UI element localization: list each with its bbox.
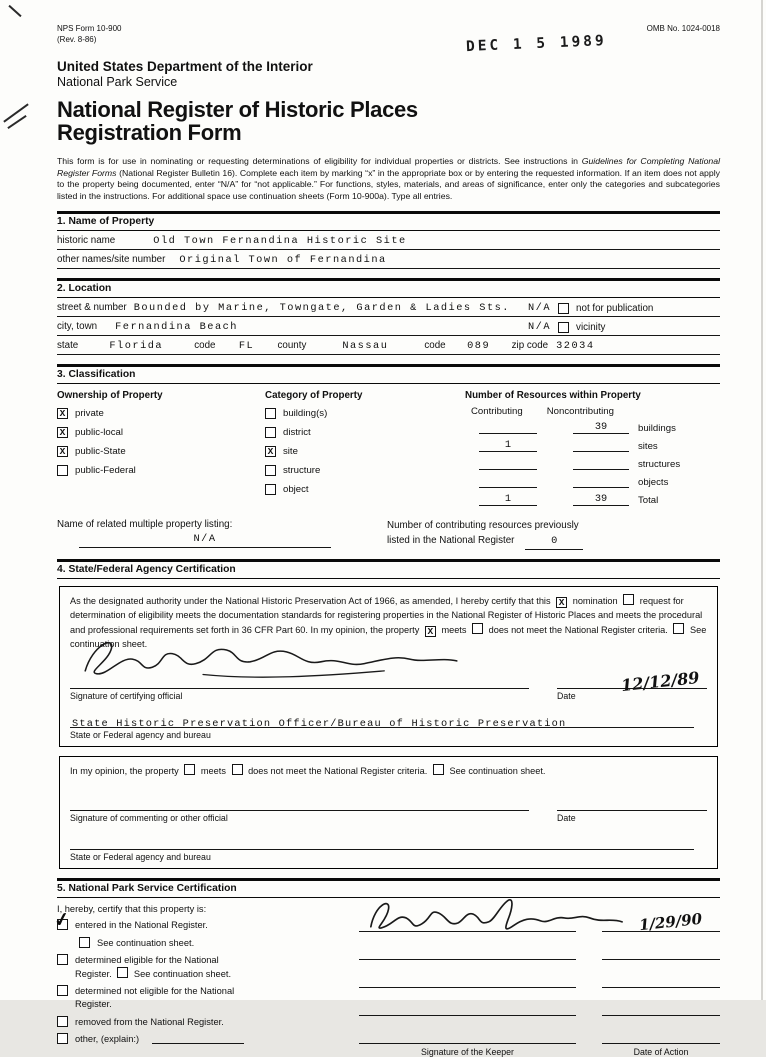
noncontributing-header: Noncontributing xyxy=(546,406,614,418)
object-label: object xyxy=(283,483,309,495)
determined-eligible-row xyxy=(57,954,343,980)
section-5-nps-certification xyxy=(52,878,720,1057)
blank-signature-row xyxy=(359,1016,720,1044)
blank-line xyxy=(359,959,576,960)
not-for-publication-checkbox xyxy=(558,303,569,314)
previously-listed-value: 0 xyxy=(551,534,558,547)
signature-of-keeper-label: Signature of the Keeper xyxy=(421,1047,514,1057)
section-1-name-of-property xyxy=(57,211,720,269)
buildings-contributing-value xyxy=(479,421,537,434)
total-row-label: Total xyxy=(638,495,659,507)
scan-edge-shadow xyxy=(761,0,763,1000)
eligible-continuation-checkbox xyxy=(117,967,128,978)
entered-continuation-row xyxy=(79,937,343,950)
objects-contributing-value xyxy=(479,475,537,488)
signature-line-row xyxy=(70,668,707,696)
comment-agency-bureau-label: State or Federal agency and bureau xyxy=(70,852,211,863)
state-label: state xyxy=(57,340,79,352)
blank-line xyxy=(359,987,576,988)
city-town-label: city, town xyxy=(57,321,98,333)
omb-number: OMB No. 1024-0018 xyxy=(646,24,720,33)
certification-statement xyxy=(70,594,707,651)
district-checkbox xyxy=(265,427,276,438)
determined-eligible-label: determined eligible for the National Register. xyxy=(75,955,219,979)
state-code-value: FL xyxy=(238,340,255,353)
category-district-row xyxy=(265,425,465,439)
nomination-checkbox: X xyxy=(556,597,567,608)
comment-meets-checkbox xyxy=(184,764,195,775)
county-code-label: code xyxy=(424,340,446,352)
handwritten-date: 12/12/89 xyxy=(619,668,700,696)
structure-label: structure xyxy=(283,464,321,476)
comment-signature-label-row xyxy=(70,813,707,823)
agency-bureau-label: State or Federal agency and bureau xyxy=(70,730,211,741)
contributing-header: Contributing xyxy=(471,406,523,418)
other-checkbox xyxy=(57,1033,68,1044)
resources-buildings-row xyxy=(465,421,720,434)
comment-agency-line xyxy=(70,835,694,850)
city-town-value: Fernandina Beach xyxy=(115,321,238,334)
meets-label: meets xyxy=(441,624,467,635)
nps-certification-body xyxy=(52,904,720,1057)
structures-row-label: structures xyxy=(638,459,681,471)
resources-header xyxy=(465,406,720,417)
section-2-location xyxy=(57,278,720,355)
keeper-signature xyxy=(363,893,628,937)
street-number-label: street & number xyxy=(57,302,127,314)
form-header-row xyxy=(57,24,720,46)
related-listing-row xyxy=(57,519,720,550)
other-names-value: Original Town of Fernandina xyxy=(179,254,387,267)
comment-date-label: Date xyxy=(557,813,576,824)
objects-row-label: objects xyxy=(638,477,669,489)
comment-continuation-label: See continuation sheet. xyxy=(449,766,546,777)
previously-listed-line-2 xyxy=(387,534,720,550)
ownership-private-row xyxy=(57,406,265,420)
public-state-checkbox: X xyxy=(57,446,68,457)
category-title: Category of Property xyxy=(265,390,363,402)
object-checkbox xyxy=(265,484,276,495)
resources-sites-row xyxy=(465,439,720,452)
previously-listed-line xyxy=(525,534,583,550)
classification-columns xyxy=(57,390,720,511)
removed-checkbox xyxy=(57,1016,68,1027)
structures-contributing-value xyxy=(479,457,537,470)
buildings-noncontributing-value: 39 xyxy=(573,421,629,434)
form-number-block xyxy=(57,24,121,46)
scan-artifact xyxy=(8,5,21,17)
section-3-classification xyxy=(57,364,720,550)
ownership-title: Ownership of Property xyxy=(57,390,163,402)
street-na-value: N/A xyxy=(528,302,552,315)
keeper-signature-line xyxy=(359,931,576,932)
county-code-value: 089 xyxy=(467,340,491,353)
ownership-column xyxy=(57,390,265,511)
form-title-line1: National Register of Historic Places xyxy=(57,96,418,122)
section-4-heading: 4. State/Federal Agency Certification xyxy=(57,559,720,579)
comment-continuation-checkbox xyxy=(433,764,444,775)
keeper-signature-area xyxy=(343,904,720,1057)
section-1-heading: 1. Name of Property xyxy=(57,211,720,231)
private-label: private xyxy=(75,407,104,419)
comment-text-2: does not meet the National Register criteria. xyxy=(248,766,428,777)
other-names-row xyxy=(57,250,720,269)
determined-not-eligible-label: determined not eligible for the National Register. xyxy=(75,986,235,1009)
blank-date-line xyxy=(602,1015,720,1016)
public-local-checkbox: X xyxy=(57,427,68,438)
comment-signature-line xyxy=(70,797,529,811)
category-object-row xyxy=(265,482,465,496)
ownership-public-state-row xyxy=(57,444,265,458)
private-checkbox: X xyxy=(57,408,68,419)
determined-eligible-checkbox xyxy=(57,954,68,965)
date-label: Date xyxy=(557,691,576,702)
sites-contributing-value: 1 xyxy=(479,439,537,452)
state-county-zip-row xyxy=(57,336,720,355)
continuation-sheet-label: See continuation sheet. xyxy=(70,624,707,649)
keeper-signature-row xyxy=(359,904,720,935)
signature-label-row xyxy=(70,691,707,701)
county-value: Nassau xyxy=(342,340,389,353)
keeper-labels-row xyxy=(359,1047,720,1057)
comment-does-not-meet-checkbox xyxy=(232,764,243,775)
form-revision: (Rev. 8-86) xyxy=(57,34,97,44)
blank-signature-row xyxy=(359,932,720,960)
historic-name-value: Old Town Fernandina Historic Site xyxy=(153,235,407,248)
zip-code-label: zip code xyxy=(511,340,549,352)
eligible-continuation-label: See continuation sheet. xyxy=(133,968,232,979)
vicinity-checkbox xyxy=(558,322,569,333)
cert-text-1: As the designated authority under the National Historic Preservation Act of 1966, as amended, I hereby certify that this xyxy=(70,596,551,607)
cert-text-3: does not meet the National Register criteria. xyxy=(488,624,668,635)
previously-listed-label-1: Number of contributing resources previously xyxy=(387,520,579,532)
previously-listed-block xyxy=(387,519,720,550)
zip-code-value: 32034 xyxy=(556,340,595,353)
sites-noncontributing-value xyxy=(573,439,629,452)
certifying-official-title-value: State Historic Preservation Officer/Bureau of Historic Preservation xyxy=(72,718,567,731)
determined-not-eligible-checkbox xyxy=(57,985,68,996)
handwritten-checkmark: ✓ xyxy=(52,909,72,933)
certifying-official-title-line xyxy=(70,713,694,731)
not-for-publication-label: not for publication xyxy=(576,302,654,314)
signature-of-commenting-official-label: Signature of commenting or other official xyxy=(70,813,228,824)
blank-signature-row xyxy=(359,960,720,988)
total-contributing-value: 1 xyxy=(479,493,537,506)
section-3-heading: 3. Classification xyxy=(57,364,720,384)
date-line xyxy=(557,668,707,696)
comment-text-1: In my opinion, the property xyxy=(70,766,179,777)
comment-signature-line-row xyxy=(70,797,707,811)
related-listing-line xyxy=(79,533,331,548)
instructions-text-2: (National Register Bulletin 16). Complete each item by marking “x” in the appropriate box or by entering the requested information. If an item does not apply to the property being documented, enter “N/A” for “not applicable.” For functions, styles, materials, and areas of significance, enter only the categories and subcategories listed in the instructions. For additional space use continuation sheets (Form 10-900a). Type all entries. xyxy=(57,167,720,201)
city-town-row xyxy=(57,317,720,336)
entered-continuation-checkbox xyxy=(79,937,90,948)
structure-checkbox xyxy=(265,465,276,476)
public-federal-checkbox xyxy=(57,465,68,476)
street-number-value: Bounded by Marine, Towngate, Garden & Ladies Sts. xyxy=(133,302,510,315)
signature-line xyxy=(70,675,529,689)
category-site-row xyxy=(265,444,465,458)
request-checkbox xyxy=(623,594,634,605)
form-instructions xyxy=(57,156,720,202)
buildings-checkbox xyxy=(265,408,276,419)
other-label: other, (explain:) xyxy=(75,1034,140,1045)
form-number: NPS Form 10-900 xyxy=(57,24,122,33)
county-label: county xyxy=(277,340,307,352)
resources-title: Number of Resources within Property xyxy=(465,390,641,402)
category-structure-row xyxy=(265,463,465,477)
resources-total-row xyxy=(465,493,720,506)
historic-name-label: historic name xyxy=(57,235,116,247)
commenting-statement xyxy=(70,764,707,779)
section-4-certification xyxy=(57,559,720,869)
comment-meets-label: meets xyxy=(200,766,226,777)
resources-structures-row xyxy=(465,457,720,470)
street-number-row xyxy=(57,298,720,317)
related-listing-block xyxy=(57,519,387,550)
nps-certify-intro: I, hereby, certify that this property is: xyxy=(57,904,207,915)
sites-row-label: sites xyxy=(638,441,658,453)
removed-from-register-row xyxy=(57,1016,343,1029)
not-for-publication-group xyxy=(528,302,720,314)
blank-signature-row xyxy=(359,988,720,1016)
blank-date-line xyxy=(602,959,720,960)
cert-text-2: request for determination of eligibility meets the documentation standards for registering properties in the National Register of Historic Places and meets the procedural and professional requirements set forth in 36 CFR Part 60. In my opinion, the property xyxy=(70,596,703,635)
vicinity-group xyxy=(528,321,720,333)
certifying-official-box xyxy=(59,586,718,747)
public-local-label: public-local xyxy=(75,426,123,438)
keeper-handwritten-date: 1/29/90 xyxy=(638,910,703,935)
state-value: Florida xyxy=(109,340,164,353)
blank-line xyxy=(359,1015,576,1016)
related-listing-label: Name of related multiple property listing: xyxy=(57,519,233,531)
total-noncontributing-value: 39 xyxy=(573,493,629,506)
instructions-text-1: This form is for use in nominating or requesting determinations of eligibility for individual properties or districts. See instructions in xyxy=(57,156,582,167)
buildings-row-label: buildings xyxy=(638,423,676,435)
district-label: district xyxy=(283,426,311,438)
date-of-action-label: Date of Action xyxy=(633,1047,689,1057)
nps-certification-options xyxy=(52,904,343,1057)
keeper-date-line xyxy=(602,910,720,935)
signature-of-certifying-official-label: Signature of certifying official xyxy=(70,691,183,702)
related-listing-value: N/A xyxy=(193,533,217,546)
instructions-italic-title: Guidelines for Completing National Register Forms xyxy=(57,156,720,178)
determined-not-eligible-row xyxy=(57,985,343,1010)
structures-noncontributing-value xyxy=(573,457,629,470)
historic-name-row xyxy=(57,231,720,250)
entered-label: entered in the National Register. xyxy=(75,920,208,931)
vicinity-label: vicinity xyxy=(576,321,606,333)
section-2-heading: 2. Location xyxy=(57,278,720,298)
comment-date-line xyxy=(557,797,707,811)
ownership-public-federal-row xyxy=(57,463,265,477)
does-not-meet-checkbox xyxy=(472,623,483,634)
buildings-label: building(s) xyxy=(283,407,328,419)
form-title-line2: Registration Form xyxy=(57,119,242,145)
other-names-label: other names/site number xyxy=(57,254,166,266)
city-na-value: N/A xyxy=(528,321,552,334)
entered-checkbox xyxy=(57,919,68,930)
public-state-label: public-State xyxy=(75,445,126,457)
blank-date-line xyxy=(602,987,720,988)
other-explain-line xyxy=(152,1033,244,1044)
site-label: site xyxy=(283,445,298,457)
continuation-sheet-checkbox xyxy=(673,623,684,634)
resources-column xyxy=(465,390,720,511)
public-federal-label: public-Federal xyxy=(75,464,136,476)
site-checkbox: X xyxy=(265,446,276,457)
meets-checkbox: X xyxy=(425,626,436,637)
objects-noncontributing-value xyxy=(573,475,629,488)
date-received-stamp: DEC 1 5 1989 xyxy=(465,32,608,56)
previously-listed-label-2: listed in the National Register xyxy=(387,534,515,546)
other-explain-row xyxy=(57,1033,343,1046)
category-buildings-row xyxy=(265,406,465,420)
commenting-official-box xyxy=(59,756,718,869)
ownership-public-local-row xyxy=(57,425,265,439)
form-title xyxy=(57,98,720,145)
blank-date-line xyxy=(602,1043,720,1044)
nomination-label: nomination xyxy=(572,596,618,607)
agency-name: National Park Service xyxy=(57,74,178,89)
blank-line xyxy=(359,1043,576,1044)
entered-continuation-label: See continuation sheet. xyxy=(97,937,195,948)
scan-artifact xyxy=(3,103,28,122)
state-code-label: code xyxy=(194,340,216,352)
removed-label: removed from the National Register. xyxy=(75,1016,224,1027)
department-title: United States Department of the Interior xyxy=(57,58,313,74)
determined-eligible-label-group xyxy=(75,954,253,980)
resources-objects-row xyxy=(465,475,720,488)
section-5-heading: 5. National Park Service Certification xyxy=(57,878,720,898)
category-column xyxy=(265,390,465,511)
